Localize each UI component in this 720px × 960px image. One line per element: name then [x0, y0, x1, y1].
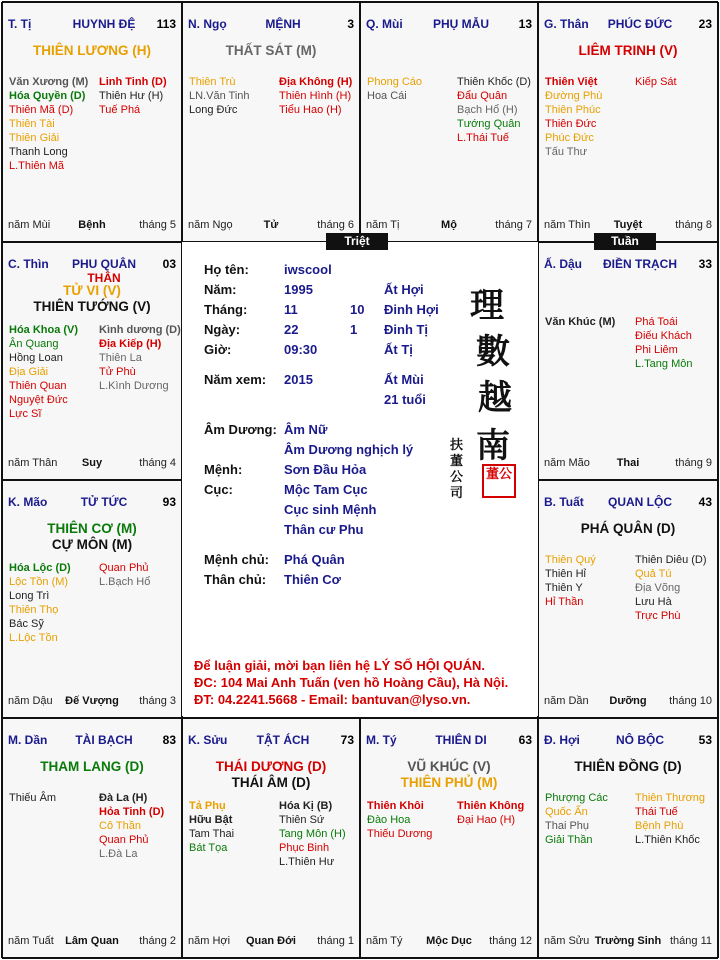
minor-star: Phong Cáo — [367, 76, 423, 88]
minor-star: Thanh Long — [9, 146, 68, 158]
minor-star: Địa Võng — [635, 582, 681, 594]
palace-name — [60, 257, 148, 285]
major-star: THIÊN CƠ (M) — [47, 521, 137, 536]
value-nam: 1995 — [284, 282, 313, 297]
palace-footer — [8, 935, 176, 949]
logo-char-3: 越 — [478, 378, 512, 418]
truong-sinh: Tử — [263, 219, 279, 231]
minor-star: Địa Không (H) — [279, 76, 353, 88]
dai-han-number: 03 — [162, 257, 176, 271]
value-nam-xem-can-chi: Ất Mùi — [384, 372, 424, 387]
dai-han-number: 93 — [162, 495, 176, 509]
minor-star: Linh Tinh (D) — [99, 76, 167, 88]
value-nam-xem: 2015 — [284, 372, 313, 387]
tieu-han-year: năm Mão — [544, 457, 590, 469]
palace-name: PHỤ MẪU — [433, 17, 489, 31]
palace-can-chi: M. Dần — [8, 733, 48, 747]
palace-ngo — [183, 3, 359, 241]
minor-star: Hỏa Tinh (D) — [99, 806, 165, 818]
minor-star: Thiếu Dương — [367, 828, 433, 840]
minor-star: Lưu Hà — [635, 596, 672, 608]
palace-name: PHÚC ĐỨC — [607, 17, 673, 31]
palace-name: NÔ BỘC — [616, 733, 664, 747]
minor-stars-right — [99, 323, 182, 393]
palace-can-chi: Q. Mùi — [366, 17, 403, 31]
major-star: PHÁ QUÂN (D) — [580, 521, 676, 536]
major-star: THIÊN ĐỒNG (D) — [574, 759, 682, 774]
tieu-han-year: năm Tị — [366, 219, 400, 231]
label-nam-xem: Năm xem: — [204, 372, 267, 387]
dai-han-number: 73 — [340, 733, 354, 747]
minor-star: Đào Hoa — [367, 814, 411, 826]
minor-star: L.Thái Tuế — [457, 132, 509, 144]
minor-star: Thiếu Âm — [9, 792, 57, 804]
value-than-cu: Thân cư Phu — [284, 522, 364, 537]
minor-star: Lộc Tồn (M) — [9, 576, 69, 588]
palace-header — [8, 257, 176, 285]
dai-han-number: 83 — [162, 733, 176, 747]
major-stars — [539, 521, 717, 537]
minor-star: Tấu Thư — [545, 146, 588, 158]
minor-star: Bệnh Phù — [635, 820, 684, 832]
minor-star: Hữu Bật — [189, 814, 233, 826]
label-ngay: Ngày: — [204, 322, 241, 337]
minor-star: Phúc Đức — [545, 132, 594, 144]
minor-star: Thiên Sứ — [279, 814, 325, 826]
palace-header — [366, 17, 532, 31]
minor-star: L.Đà La — [99, 848, 138, 860]
truong-sinh: Quan Đới — [246, 935, 296, 947]
palace-footer — [8, 457, 176, 471]
palace-footer — [544, 457, 712, 471]
dai-han-number: 63 — [518, 733, 532, 747]
palace-can-chi: G. Thân — [544, 17, 589, 31]
minor-star: Long Đức — [189, 104, 238, 116]
palace-header — [8, 495, 176, 509]
palace-can-chi: Đ. Hợi — [544, 733, 580, 747]
palace-thin — [3, 243, 181, 479]
tieu-han-year: năm Dần — [544, 695, 589, 707]
major-stars — [361, 759, 537, 791]
nguyet-han: tháng 3 — [139, 695, 176, 707]
minor-star: Tam Thai — [189, 828, 235, 840]
palace-can-chi: K. Sửu — [188, 733, 228, 747]
tieu-han-year: năm Mùi — [8, 219, 51, 231]
minor-stars-right — [635, 315, 718, 371]
major-stars — [3, 759, 181, 775]
minor-stars-right — [457, 799, 539, 827]
minor-star: Thiên Y — [545, 582, 583, 594]
palace-footer — [366, 219, 532, 233]
logo-subtitle: 扶董公司 — [450, 438, 464, 501]
minor-star: Tiểu Hao (H) — [279, 104, 342, 116]
minor-star: L.Thiên Khốc — [635, 834, 700, 846]
truong-sinh: Mộ — [441, 219, 457, 231]
palace-footer — [8, 219, 176, 233]
minor-stars-right — [457, 75, 539, 145]
label-menh: Mệnh: — [204, 462, 243, 477]
minor-star: Đường Phù — [545, 90, 603, 102]
minor-star: Thiên Mã (D) — [9, 104, 74, 116]
contact-line-2: ĐC: 104 Mai Anh Tuấn (ven hồ Hoàng Cầu), Hà Nội. — [194, 675, 509, 690]
palace-header — [8, 733, 176, 747]
minor-star: Thai Phụ — [545, 820, 590, 832]
major-stars — [539, 43, 717, 59]
palace-dau — [539, 243, 717, 479]
minor-star: Thiên Khôi — [367, 800, 424, 812]
tieu-han-year: năm Hợi — [188, 935, 231, 947]
minor-star: Long Trì — [9, 590, 50, 602]
truong-sinh: Trường Sinh — [594, 935, 662, 947]
minor-stars-left — [9, 791, 92, 805]
truong-sinh: Mộc Dục — [426, 935, 472, 947]
palace-name: THIÊN DI — [435, 733, 487, 747]
minor-stars-left — [189, 75, 271, 117]
nguyet-han: tháng 11 — [669, 935, 712, 947]
minor-star: Tuế Phá — [99, 104, 141, 116]
palace-name: ĐIỀN TRẠCH — [603, 257, 677, 271]
tieu-han-year: năm Ngọ — [188, 219, 233, 231]
minor-stars-right — [99, 791, 182, 861]
palace-name: TẬT ÁCH — [256, 733, 310, 747]
nguyet-han: tháng 1 — [317, 935, 354, 947]
palace-tuat — [539, 481, 717, 717]
palace-header — [188, 733, 354, 747]
minor-star: Hóa Quyền (D) — [9, 90, 86, 102]
palace-than — [539, 3, 717, 241]
minor-star: Đà La (H) — [99, 792, 148, 804]
minor-stars-left — [545, 791, 628, 847]
center-info-panel — [182, 242, 538, 716]
logo-seal — [482, 464, 516, 498]
palace-can-chi: C. Thìn — [8, 257, 49, 271]
minor-star: Ân Quang — [9, 338, 59, 350]
nguyet-han: tháng 10 — [669, 695, 712, 707]
minor-star: Phục Binh — [279, 842, 330, 854]
truong-sinh: Lâm Quan — [65, 935, 119, 947]
palace-can-chi: T. Tị — [8, 17, 32, 31]
palace-name: TỬ TỨC — [80, 495, 128, 509]
palace-footer — [544, 219, 712, 233]
value-gio-can-chi: Ất Tị — [384, 342, 413, 357]
minor-star: Kiếp Sát — [635, 76, 677, 88]
value-ngay: 22 — [284, 322, 299, 337]
than-marker: THÂN — [87, 271, 121, 285]
minor-star: Thiên Quan — [9, 380, 67, 392]
value-menh: Sơn Đầu Hỏa — [284, 462, 367, 477]
tieu-han-year: năm Dậu — [8, 695, 53, 707]
label-nam: Năm: — [204, 282, 237, 297]
minor-star: Kình dương (D) — [99, 324, 181, 336]
minor-star: Thiên Thương — [635, 792, 706, 804]
dai-han-number: 113 — [156, 17, 176, 31]
minor-star: Thiên Phúc — [545, 104, 601, 116]
major-star: THẤT SÁT (M) — [225, 43, 317, 58]
major-stars — [3, 283, 181, 315]
nguyet-han: tháng 12 — [489, 935, 532, 947]
minor-star: Thiên Hỉ — [545, 568, 586, 580]
minor-star: Trực Phù — [635, 610, 681, 622]
minor-star: Thiên Khốc (D) — [457, 76, 531, 88]
minor-star: Hóa Lộc (D) — [9, 562, 71, 574]
dai-han-number: 53 — [698, 733, 712, 747]
value-menh-chu: Phá Quân — [284, 552, 345, 567]
logo-seal-text: 董公 — [485, 467, 512, 482]
minor-star: Lực Sĩ — [9, 408, 42, 420]
minor-star: L.Bạch Hổ — [99, 576, 151, 588]
minor-star: Thiên Tài — [9, 118, 55, 130]
palace-footer — [544, 695, 712, 709]
truong-sinh: Thai — [616, 457, 640, 469]
minor-star: Địa Giải — [9, 366, 49, 378]
tieu-han-year: năm Tuất — [8, 935, 54, 947]
nguyet-han: tháng 9 — [675, 457, 712, 469]
contact-line-1: Để luận giải, mời bạn liên hệ LÝ SỐ HỘI QUÁN. — [194, 658, 485, 673]
value-ho-ten: iwscool — [284, 262, 332, 277]
value-nam-can-chi: Ất Hợi — [384, 282, 424, 297]
minor-star: Quan Phủ — [99, 562, 149, 574]
minor-star: Hỉ Thần — [545, 596, 584, 608]
value-tuoi: 21 tuổi — [384, 392, 426, 407]
minor-star: Quả Tú — [635, 568, 672, 580]
minor-star: L.Thiên Hư — [279, 856, 335, 868]
minor-stars-right — [279, 75, 361, 117]
major-star: CỰ MÔN (M) — [51, 537, 133, 552]
value-am-duong: Âm Nữ — [284, 422, 328, 437]
truong-sinh: Đế Vượng — [65, 695, 119, 707]
minor-star: Thiên Không — [457, 800, 525, 812]
value-thang-am-lich: 10 — [350, 302, 365, 317]
minor-star: Thiên Thọ — [9, 604, 59, 616]
minor-star: Nguyệt Đức — [9, 394, 68, 406]
truong-sinh: Dưỡng — [609, 695, 647, 707]
minor-stars-left — [9, 75, 92, 173]
palace-ti — [3, 3, 181, 241]
minor-star: LN.Văn Tinh — [189, 90, 250, 102]
minor-star: Bát Tọa — [189, 842, 228, 854]
nguyet-han: tháng 4 — [139, 457, 176, 469]
palace-name: HUYNH ĐỆ — [72, 17, 136, 31]
minor-star: Hóa Khoa (V) — [9, 324, 79, 336]
minor-star: Thiên Quý — [545, 554, 596, 566]
palace-name-text: PHU QUÂN — [71, 257, 136, 271]
minor-stars-left — [9, 323, 92, 421]
palace-footer — [544, 935, 712, 949]
label-thang: Tháng: — [204, 302, 248, 317]
minor-star: Phá Toái — [635, 316, 678, 328]
palace-can-chi: B. Tuất — [544, 495, 584, 509]
palace-hoi — [539, 719, 717, 957]
triet-tag: Triệt — [326, 233, 388, 250]
minor-star: L.Lộc Tồn — [9, 632, 58, 644]
major-stars — [539, 759, 717, 775]
minor-star: Bạch Hổ (H) — [457, 104, 518, 116]
dai-han-number: 13 — [518, 17, 532, 31]
minor-stars-left — [545, 75, 628, 159]
logo-char-1: 理 — [470, 286, 504, 326]
minor-star: Thiên Đức — [545, 118, 597, 130]
dai-han-number: 23 — [698, 17, 712, 31]
palace-name: MỆNH — [265, 17, 301, 31]
minor-star: Thiên Hình (H) — [279, 90, 352, 102]
minor-star: Thiên Việt — [545, 76, 598, 88]
tieu-han-year: năm Thân — [8, 457, 58, 469]
dai-han-number: 3 — [347, 17, 354, 31]
palace-header — [544, 733, 712, 747]
contact-line-3: ĐT: 04.2241.5668 - Email: bantuvan@lyso.vn. — [194, 692, 471, 707]
palace-footer — [188, 935, 354, 949]
palace-can-chi: M. Tý — [366, 733, 397, 747]
minor-star: Thiên Hư (H) — [99, 90, 164, 102]
logo-char-4: 南 — [476, 426, 510, 466]
nguyet-han: tháng 6 — [317, 219, 354, 231]
label-cuc: Cục: — [204, 482, 233, 497]
label-menh-chu: Mệnh chủ: — [204, 552, 269, 567]
minor-star: Đẩu Quân — [457, 90, 508, 102]
minor-star: Cô Thần — [99, 820, 141, 832]
minor-star: Văn Xương (M) — [9, 76, 89, 88]
minor-stars-left — [367, 799, 449, 841]
minor-stars-left — [545, 315, 628, 329]
nguyet-han: tháng 8 — [675, 219, 712, 231]
major-star: TỬ VI (V) — [63, 283, 121, 298]
minor-star: L.Tang Môn — [635, 358, 693, 370]
dai-han-number: 33 — [698, 257, 712, 271]
tuan-tag: Tuần — [594, 233, 656, 250]
major-star: THAM LANG (D) — [40, 759, 144, 774]
palace-ty — [361, 719, 537, 957]
value-thang: 11 — [284, 302, 298, 317]
minor-star: Tướng Quân — [457, 118, 521, 130]
minor-star: Thiên Diêu (D) — [635, 554, 707, 566]
logo-char-2: 數 — [476, 332, 510, 372]
palace-suu — [183, 719, 359, 957]
minor-stars-left — [189, 799, 271, 855]
tieu-han-year: năm Thìn — [544, 219, 591, 231]
major-star: THÁI DƯƠNG (D) — [215, 759, 327, 774]
minor-star: Địa Kiếp (H) — [99, 338, 162, 350]
nguyet-han: tháng 5 — [139, 219, 176, 231]
truong-sinh: Suy — [81, 457, 103, 469]
palace-footer — [366, 935, 532, 949]
minor-stars-right — [635, 75, 718, 89]
value-ngay-am-lich: 1 — [350, 322, 358, 337]
major-star: THÁI ÂM (D) — [231, 775, 311, 790]
major-star: THIÊN PHỦ (M) — [400, 775, 498, 790]
minor-star: Tả Phụ — [189, 800, 226, 812]
minor-star: Thiên Giải — [9, 132, 60, 144]
minor-stars-right — [635, 791, 718, 847]
dai-han-number: 43 — [698, 495, 712, 509]
palace-header — [8, 17, 176, 31]
label-ho-ten: Họ tên: — [204, 262, 249, 277]
palace-mui — [361, 3, 537, 241]
value-thang-can-chi: Đinh Hợi — [384, 302, 439, 317]
major-star: VŨ KHÚC (V) — [407, 759, 491, 774]
minor-star: Hóa Kị (B) — [279, 800, 333, 812]
major-stars — [3, 43, 181, 59]
label-than-chu: Thân chủ: — [204, 572, 267, 587]
nguyet-han: tháng 7 — [495, 219, 532, 231]
palace-can-chi: K. Mão — [8, 495, 48, 509]
major-stars — [3, 521, 181, 553]
major-star: THIÊN LƯƠNG (H) — [33, 43, 151, 58]
minor-star: L.Thiên Mã — [9, 160, 65, 172]
palace-footer — [188, 219, 354, 233]
minor-star: Quan Phủ — [99, 834, 149, 846]
palace-header — [188, 17, 354, 31]
palace-dan — [3, 719, 181, 957]
value-gio: 09:30 — [284, 342, 318, 357]
minor-star: Điếu Khách — [635, 330, 692, 342]
minor-stars-right — [279, 799, 361, 869]
major-star: THIÊN TƯỚNG (V) — [33, 299, 151, 314]
truong-sinh: Tuyệt — [613, 219, 643, 231]
nguyet-han: tháng 2 — [139, 935, 176, 947]
palace-header — [544, 495, 712, 509]
minor-stars-right — [635, 553, 718, 623]
tieu-han-year: năm Tý — [366, 935, 403, 947]
minor-star: Hồng Loan — [9, 352, 63, 364]
major-stars — [183, 43, 359, 59]
palace-header — [544, 257, 712, 271]
value-cuc-sinh: Cục sinh Mệnh — [284, 502, 377, 517]
minor-star: Thiên La — [99, 352, 142, 364]
palace-name: QUAN LỘC — [608, 495, 672, 509]
minor-stars-left — [367, 75, 449, 103]
minor-stars-left — [545, 553, 628, 609]
minor-star: Giải Thần — [545, 834, 593, 846]
value-than-chu: Thiên Cơ — [284, 572, 341, 587]
value-ngay-can-chi: Đinh Tị — [384, 322, 429, 337]
minor-star: Thiên Trù — [189, 76, 236, 88]
minor-star: Tử Phù — [99, 366, 136, 378]
palace-header — [366, 733, 532, 747]
palace-mao — [3, 481, 181, 717]
label-am-duong: Âm Dương: — [204, 422, 277, 437]
palace-can-chi: N. Ngọ — [188, 17, 227, 31]
palace-header — [544, 17, 712, 31]
minor-stars-left — [9, 561, 92, 645]
minor-star: L.Kình Dương — [99, 380, 169, 392]
minor-star: Bác Sỹ — [9, 618, 44, 630]
minor-stars-right — [99, 561, 182, 589]
minor-star: Phượng Các — [545, 792, 608, 804]
value-cuc: Mộc Tam Cục — [284, 482, 368, 497]
minor-star: Hoa Cái — [367, 90, 407, 102]
value-am-duong-ly: Âm Dương nghịch lý — [284, 442, 414, 457]
palace-can-chi: Ấ. Dậu — [544, 257, 583, 271]
minor-star: Phi Liêm — [635, 344, 678, 356]
truong-sinh: Bệnh — [78, 219, 106, 231]
tieu-han-year: năm Sửu — [544, 935, 590, 947]
minor-star: Đại Hao (H) — [457, 814, 516, 826]
major-stars — [183, 759, 359, 791]
minor-stars-right — [99, 75, 182, 117]
label-gio: Giờ: — [204, 342, 232, 357]
major-star: LIÊM TRINH (V) — [578, 43, 678, 58]
palace-footer — [8, 695, 176, 709]
minor-star: Tang Môn (H) — [279, 828, 346, 840]
minor-star: Văn Khúc (M) — [545, 316, 616, 328]
minor-star: Quốc Ấn — [545, 806, 588, 818]
minor-star: Thái Tuế — [635, 806, 678, 818]
palace-name: TÀI BẠCH — [75, 733, 133, 747]
